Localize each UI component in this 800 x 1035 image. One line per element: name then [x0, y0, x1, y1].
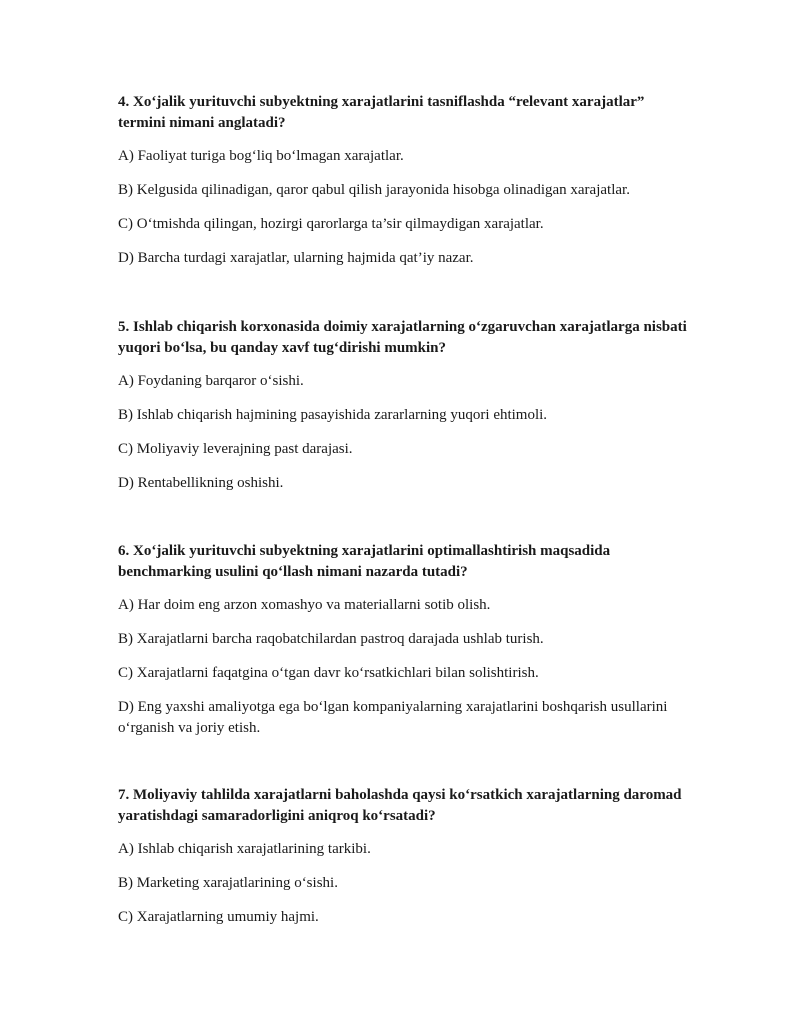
option-a: A) Har doim eng arzon xomashyo va materiallarni sotib olish.	[118, 597, 491, 613]
question-title: 7. Moliyaviy tahlilda xarajatlarni baholashda qaysi ko‘rsatkich xarajatlarning daromad yaratishdagi samaradorligini aniqroq ko‘rsatadi?	[118, 787, 682, 824]
question-title: 5. Ishlab chiqarish korxonasida doimiy xarajatlarning o‘zgaruvchan xarajatlarga nisbati yuqori bo‘lsa, bu qanday xavf tug‘dirishi mumkin?	[118, 319, 687, 356]
option-c: C) Moliyaviy leverajning past darajasi.	[118, 441, 353, 457]
option-a: A) Ishlab chiqarish xarajatlarining tarkibi.	[118, 841, 371, 857]
option-b: B) Kelgusida qilinadigan, qaror qabul qilish jarayonida hisobga olinadigan xarajatlar.	[118, 182, 630, 198]
option-b: B) Xarajatlarni barcha raqobatchilardan pastroq darajada ushlab turish.	[118, 631, 544, 647]
question-title: 6. Xo‘jalik yurituvchi subyektning xarajatlarini optimallashtirish maqsadida benchmarking usulini qo‘llash nimani nazarda tutadi?	[118, 543, 611, 580]
question-4	[118, 92, 688, 269]
document-page	[118, 92, 688, 925]
option-c: C) Xarajatlarni faqatgina o‘tgan davr ko‘rsatkichlari bilan solishtirish.	[118, 665, 539, 681]
option-a: A) Foydaning barqaror o‘sishi.	[118, 373, 304, 389]
question-7	[118, 785, 688, 941]
option-d: D) Rentabellikning oshishi.	[118, 475, 284, 491]
option-d: D) Eng yaxshi amaliyotga ega bo‘lgan kompaniyalarning xarajatlarini boshqarish usullarini o‘rganish va joriy etish.	[118, 699, 668, 736]
option-b: B) Ishlab chiqarish hajmining pasayishida zararlarning yuqori ehtimoli.	[118, 407, 548, 423]
option-d: D) Barcha turdagi xarajatlar, ularning hajmida qat’iy nazar.	[118, 250, 474, 266]
option-b: B) Marketing xarajatlarining o‘sishi.	[118, 875, 338, 891]
question-6	[118, 541, 688, 752]
option-a: A) Faoliyat turiga bog‘liq bo‘lmagan xarajatlar.	[118, 148, 404, 164]
question-5	[118, 317, 688, 507]
option-c: C) Xarajatlarning umumiy hajmi.	[118, 909, 319, 925]
question-title: 4. Xo‘jalik yurituvchi subyektning xarajatlarini tasniflashda “relevant xarajatlar” termini nimani anglatadi?	[118, 94, 645, 131]
option-c: C) O‘tmishda qilingan, hozirgi qarorlarga ta’sir qilmaydigan xarajatlar.	[118, 216, 544, 232]
